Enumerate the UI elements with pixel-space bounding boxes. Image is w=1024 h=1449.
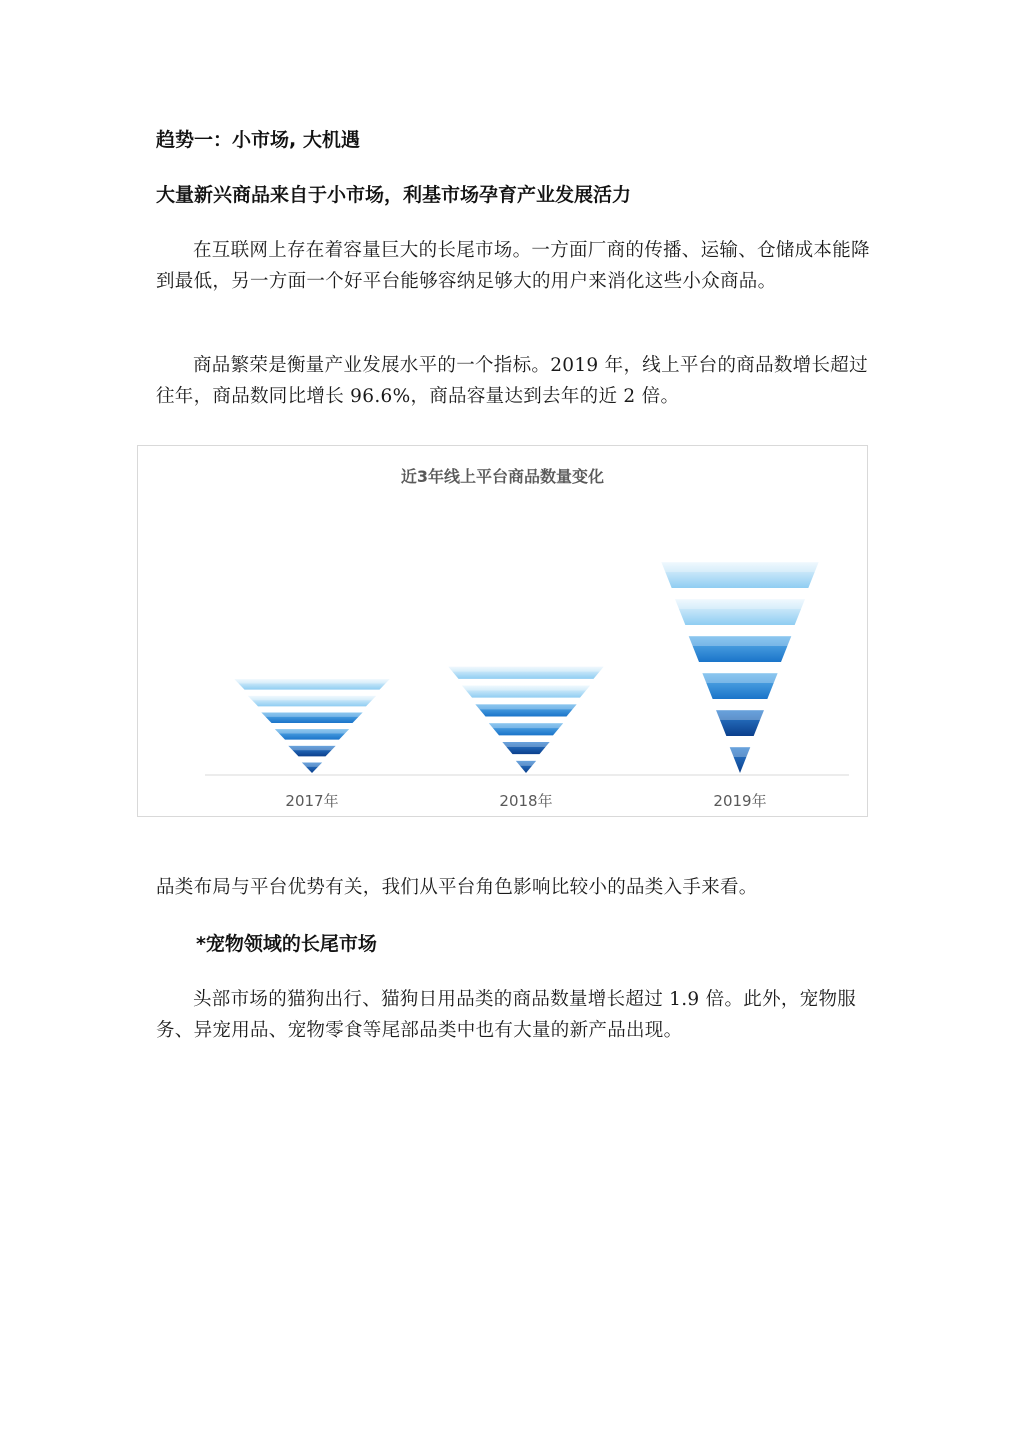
pyramid-layer-highlight — [275, 729, 349, 733]
x-tick-label: 2018年 — [499, 792, 553, 810]
pyramid-layer-highlight — [288, 746, 335, 750]
pyramid-layer-highlight — [730, 747, 751, 757]
pyramid-layer-highlight — [702, 673, 777, 683]
subheading-niche-market: 大量新兴商品来自于小市场，利基市场孕育产业发展活力 — [156, 184, 632, 206]
paragraph-pet-market: 头部市场的猫狗出行、猫狗日用品类的商品数量增长超过 1.9 倍。此外，宠物服务、异宠用品、宠物零食等尾部品类中也有大量的新产品出现。 — [156, 989, 857, 1041]
pyramid-bar — [234, 679, 389, 773]
subheading-pet-long-tail: *宠物领域的长尾市场 — [196, 933, 377, 955]
paragraph-category-layout: 品类布局与平台优势有关，我们从平台角色影响比较小的品类入手来看。 — [156, 877, 758, 898]
chart-title: 近3年线上平台商品数量变化 — [400, 467, 605, 486]
pyramid-layer-highlight — [462, 686, 590, 691]
paragraph-long-tail-market: 在互联网上存在着容量巨大的长尾市场。一方面厂商的传播、运输、仓储成本能降到最低，另一方面一个好平台能够容纳足够大的用户来消化这些小众商品。 — [156, 240, 870, 292]
pyramid-chart — [137, 445, 868, 817]
pyramid-layer-highlight — [248, 696, 376, 700]
chart-canvas — [138, 446, 867, 816]
pyramid-layer-highlight — [716, 710, 764, 720]
pyramid-layer-highlight — [675, 599, 805, 609]
pyramid-layer-highlight — [448, 667, 603, 672]
pyramid-layer-highlight — [489, 723, 563, 728]
pyramid-layer-highlight — [234, 679, 389, 683]
pyramid-layer-highlight — [261, 713, 362, 717]
x-tick-label: 2019年 — [713, 792, 767, 810]
pyramid-layer-highlight — [661, 562, 818, 572]
pyramid-bar — [661, 562, 818, 773]
pyramid-layer-highlight — [302, 763, 322, 767]
x-tick-label: 2017年 — [285, 792, 339, 810]
pyramid-layer-highlight — [516, 761, 536, 766]
pyramid-layer-highlight — [475, 704, 576, 709]
pyramid-layer-highlight — [502, 742, 549, 747]
pyramid-layer-highlight — [689, 636, 792, 646]
pyramid-bar — [448, 667, 603, 773]
paragraph-product-prosperity: 商品繁荣是衡量产业发展水平的一个指标。2019 年，线上平台的商品数增长超过往年，商品数同比增长 96.6%，商品容量达到去年的近 2 倍。 — [156, 355, 868, 407]
section-heading-trend-one: 趋势一：小市场, 大机遇 — [156, 129, 360, 151]
